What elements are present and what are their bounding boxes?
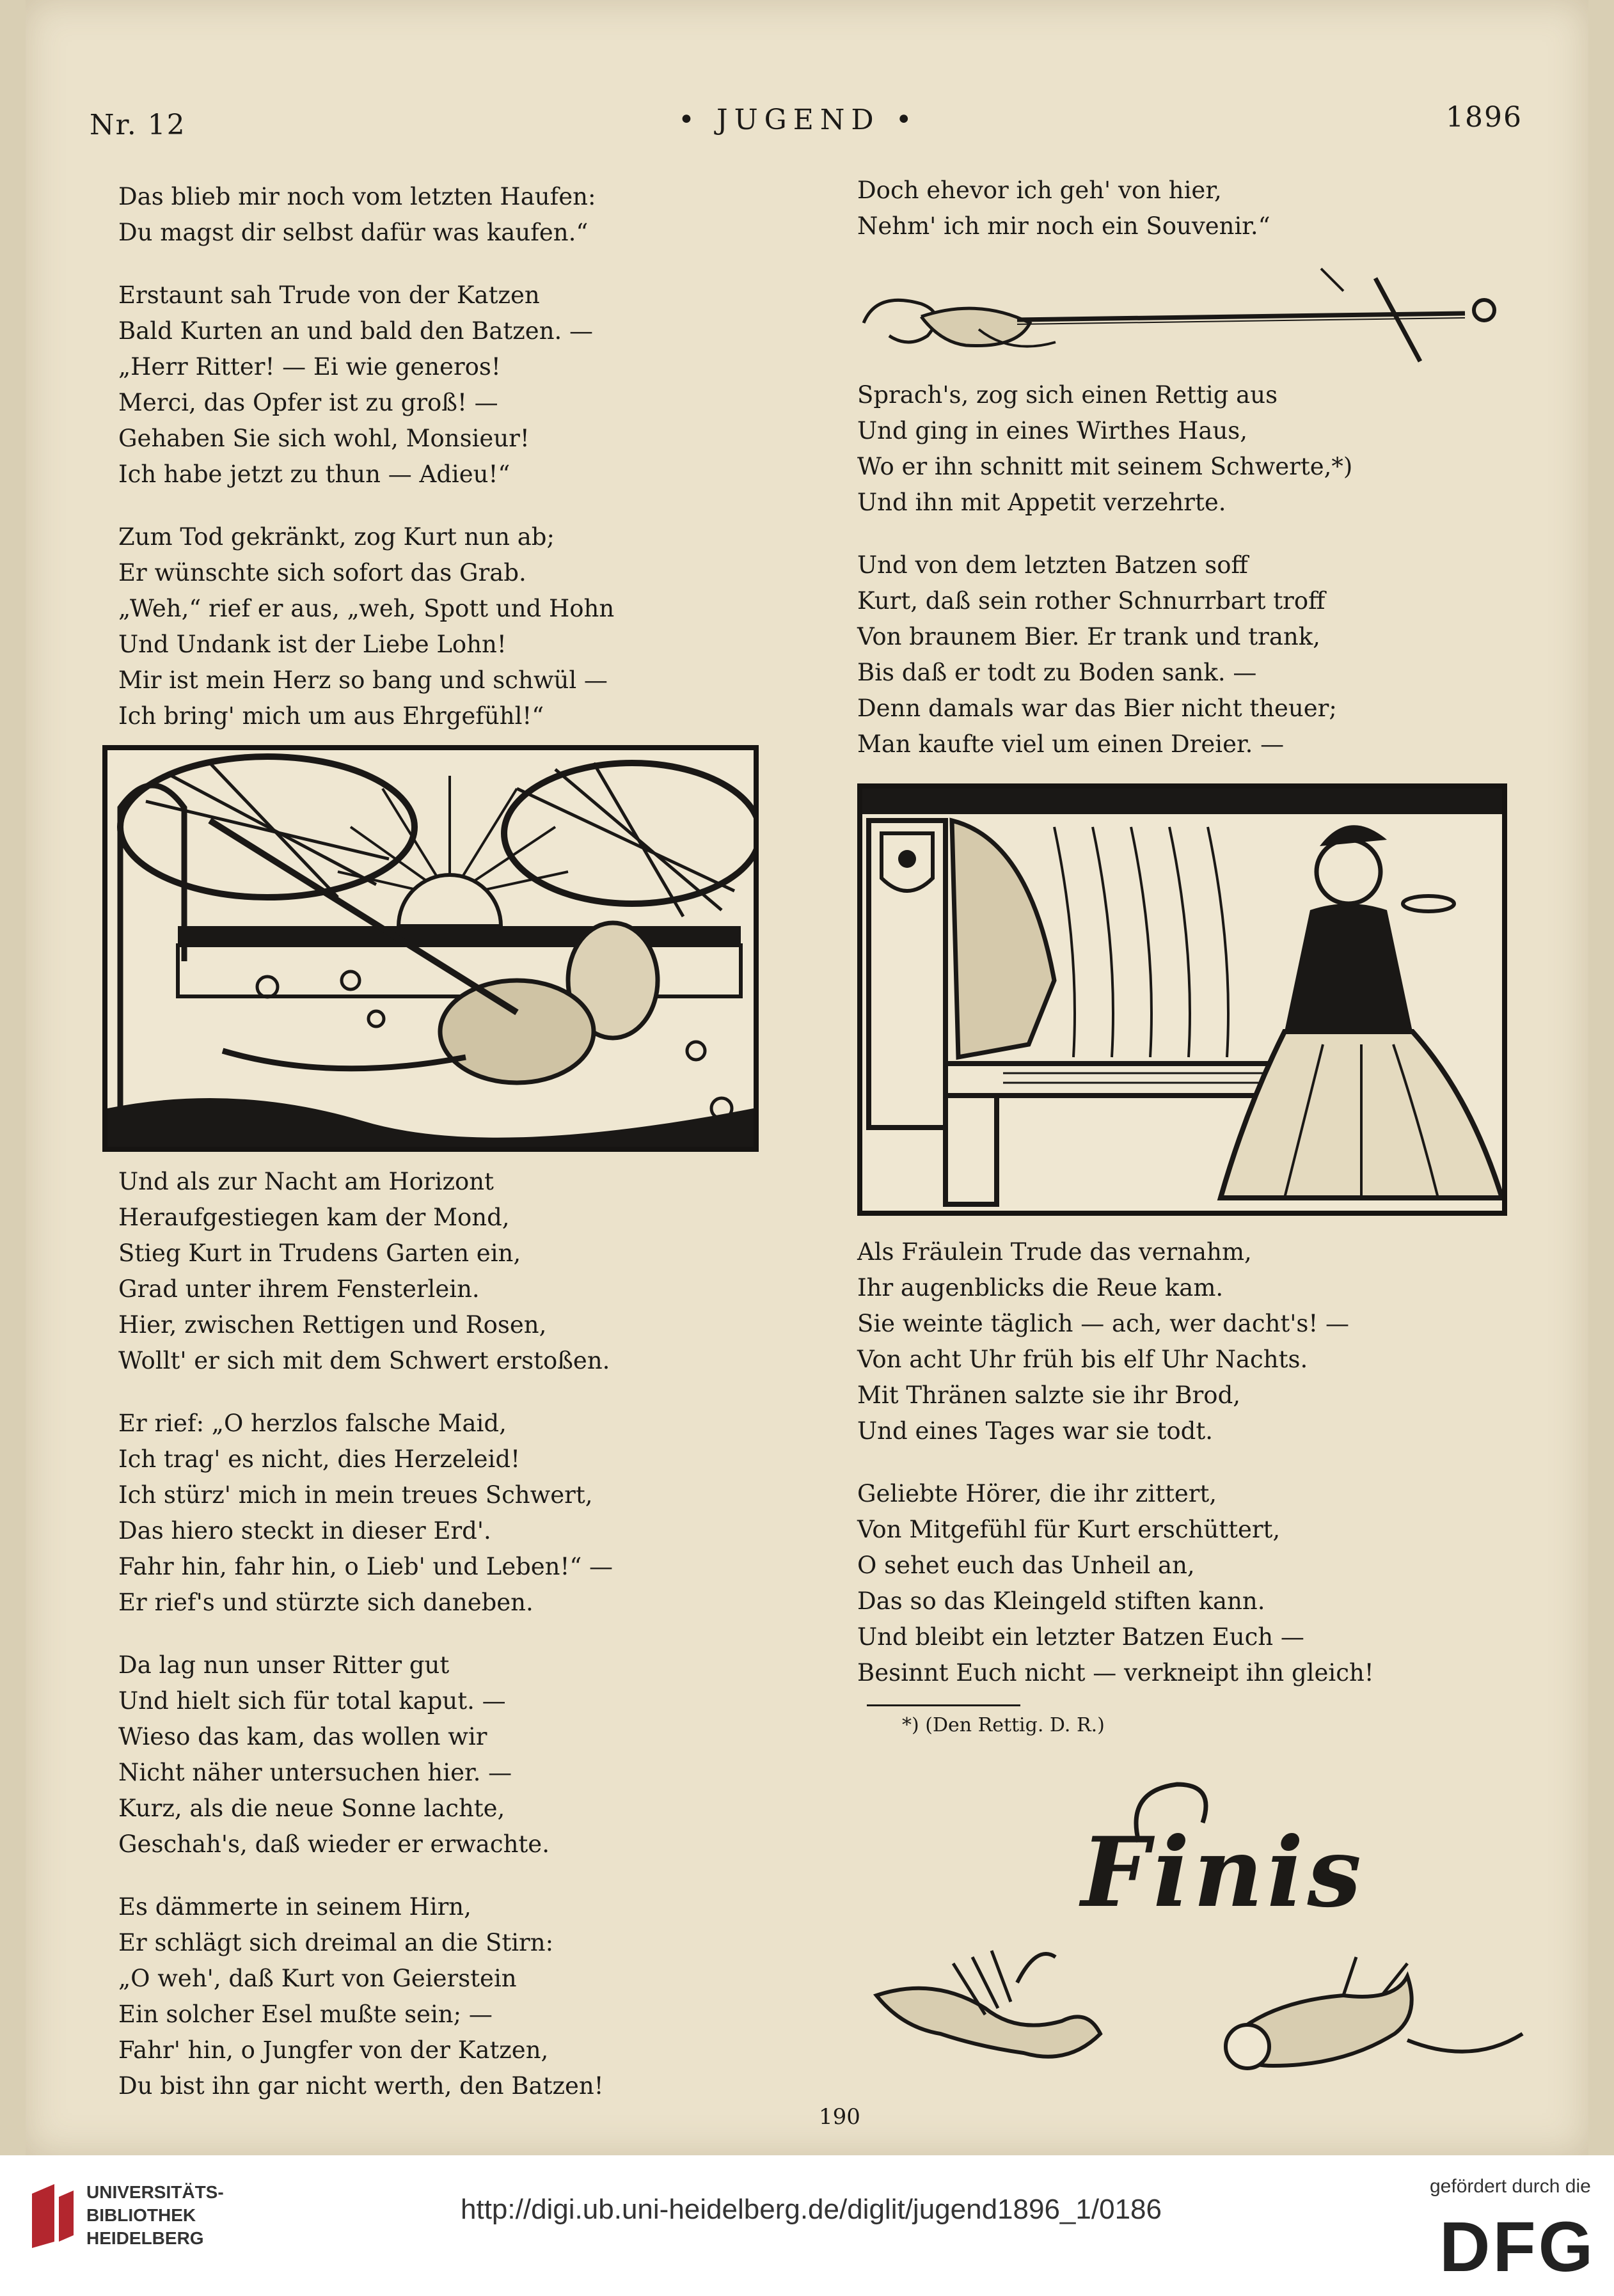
sword-radish-vignette <box>851 253 1510 387</box>
verse-line: Kurz, als die neue Sonne lachte, <box>118 1795 505 1822</box>
verse-line: Er rief's und stürzte sich daneben. <box>118 1589 534 1616</box>
verse-line: Und als zur Nacht am Horizont <box>118 1168 494 1195</box>
verse-line: Er wünschte sich sofort das Grab. <box>118 559 526 586</box>
verse-line: Von Mitgefühl für Kurt erschüttert, <box>857 1516 1281 1543</box>
dfg-logo: DFG <box>1439 2208 1596 2286</box>
verse-line: Und eines Tages war sie todt. <box>857 1417 1213 1445</box>
left-column-top <box>118 179 758 761</box>
year: 1896 <box>1446 101 1523 134</box>
verse-line: Und hielt sich für total kaput. — <box>118 1687 506 1715</box>
magazine-title: • JUGEND • <box>678 104 919 136</box>
verse-line: Ihr augenblicks die Reue kam. <box>857 1274 1224 1301</box>
verse-line: Als Fräulein Trude das vernahm, <box>857 1238 1252 1266</box>
weeping-lady-illustration <box>862 789 1502 1211</box>
verse-line: Zum Tod gekränkt, zog Kurt nun ab; <box>118 523 555 551</box>
verse-line: Mir ist mein Herz so bang und schwül — <box>118 666 608 694</box>
right-column-bottom <box>857 1234 1523 1718</box>
stanza <box>118 1889 758 2104</box>
verse-line: O sehet euch das Unheil an, <box>857 1552 1195 1579</box>
verse-line: Kurt, daß sein rother Schnurrbart troff <box>857 587 1325 615</box>
verse-line: Es dämmerte in seinem Hirn, <box>118 1893 471 1921</box>
verse-line: Geschah's, daß wieder er erwachte. <box>118 1830 550 1858</box>
verse-line: Erstaunt sah Trude von der Katzen <box>118 281 540 309</box>
verse-line: Das hiero steckt in dieser Erd'. <box>118 1517 491 1545</box>
stanza <box>118 179 758 251</box>
verse-line: Ich stürz' mich in mein treues Schwert, <box>118 1481 593 1509</box>
verse-line: Und ihn mit Appetit verzehrte. <box>857 489 1226 516</box>
verse-line: Fahr hin, fahr hin, o Lieb' und Leben!“ — <box>118 1553 613 1580</box>
source-url-link[interactable]: http://digi.ub.uni-heidelberg.de/diglit/jugend1896_1/0186 <box>461 2194 1162 2225</box>
verse-line: Bald Kurten an und bald den Batzen. — <box>118 317 594 345</box>
verse-line: Er rief: „O herzlos falsche Maid, <box>118 1410 507 1437</box>
left-column-bottom <box>118 1164 758 2131</box>
verse-line: Ein solcher Esel mußte sein; — <box>118 2001 493 2028</box>
stanza <box>857 1476 1523 1691</box>
digitization-footer <box>0 2155 1614 2296</box>
library-name-line: HEIDELBERG <box>86 2228 204 2248</box>
verse-line: Du magst dir selbst dafür was kaufen.“ <box>118 219 589 246</box>
verse-line: Man kaufte viel um einen Dreier. — <box>857 730 1285 758</box>
verse-line: Ich habe jetzt zu thun — Adieu!“ <box>118 460 510 488</box>
verse-line: Sie weinte täglich — ach, wer dacht's! — <box>857 1310 1350 1337</box>
verse-line: Hier, zwischen Rettigen und Rosen, <box>118 1311 547 1339</box>
footnote-rule <box>867 1704 1020 1706</box>
verse-line: Stieg Kurt in Trudens Garten ein, <box>118 1239 521 1267</box>
library-name-line: BIBLIOTHEK <box>86 2205 196 2225</box>
verse-line: „Herr Ritter! — Ei wie generos! <box>118 353 501 381</box>
stanza <box>857 377 1523 521</box>
verse-line: Ich bring' mich um aus Ehrgefühl!“ <box>118 702 544 730</box>
verse-line: Und bleibt ein letzter Batzen Euch — <box>857 1623 1304 1651</box>
verse-line: Besinnt Euch nicht — verkneipt ihn gleich! <box>857 1659 1374 1687</box>
knight-sunrise-woodcut <box>102 745 759 1152</box>
stanza <box>857 173 1497 244</box>
verse-line: Wieso das kam, das wollen wir <box>118 1723 487 1750</box>
verse-line: Gehaben Sie sich wohl, Monsieur! <box>118 425 530 452</box>
stanza <box>857 547 1523 762</box>
funder-label: gefördert durch die <box>1430 2176 1591 2197</box>
library-name <box>86 2181 224 2250</box>
finis-heading: Finis <box>1081 1816 1365 1929</box>
verse-line: Du bist ihn gar nicht werth, den Batzen! <box>118 2072 604 2100</box>
verse-line: Fahr' hin, o Jungfer von der Katzen, <box>118 2036 549 2064</box>
library-name-line: UNIVERSITÄTS- <box>86 2182 224 2202</box>
issue-number: Nr. 12 <box>90 109 186 141</box>
verse-line: Von braunem Bier. Er trank und trank, <box>857 623 1320 650</box>
verse-line: Das blieb mir noch vom letzten Haufen: <box>118 183 596 210</box>
verse-line: „O weh', daß Kurt von Geierstein <box>118 1965 517 1992</box>
verse-line: Sprach's, zog sich einen Rettig aus <box>857 381 1278 409</box>
verse-line: Wo er ihn schnitt mit seinem Schwerte,*) <box>857 453 1353 480</box>
verse-line: Heraufgestiegen kam der Mond, <box>118 1204 510 1231</box>
verse-line: Mit Thränen salzte sie ihr Brod, <box>857 1381 1241 1409</box>
verse-line: Da lag nun unser Ritter gut <box>118 1651 450 1679</box>
verse-line: Er schlägt sich dreimal an die Stirn: <box>118 1929 554 1956</box>
knight-sunrise-illustration <box>107 750 754 1147</box>
verse-line: Und Undank ist der Liebe Lohn! <box>118 631 507 658</box>
verse-line: Das so das Kleingeld stiften kann. <box>857 1587 1265 1615</box>
scanned-page <box>26 0 1588 2155</box>
verse-line: Wollt' er sich mit dem Schwert erstoßen. <box>118 1347 610 1374</box>
stanza <box>118 278 758 492</box>
verse-line: Doch ehevor ich geh' von hier, <box>857 177 1222 204</box>
stanza <box>118 1647 758 1862</box>
verse-line: Ich trag' es nicht, dies Herzeleid! <box>118 1445 520 1473</box>
verse-line: Nicht näher untersuchen hier. — <box>118 1759 512 1786</box>
stanza <box>118 1406 758 1621</box>
verse-line: Denn damals war das Bier nicht theuer; <box>857 695 1337 722</box>
verse-line: Nehm' ich mir noch ein Souvenir.“ <box>857 212 1270 240</box>
verse-line: Bis daß er todt zu Boden sank. — <box>857 659 1257 686</box>
weeping-lady-woodcut <box>857 783 1507 1216</box>
stanza <box>118 519 758 734</box>
finis-vignette <box>857 1765 1529 2098</box>
verse-line: Und ging in eines Wirthes Haus, <box>857 417 1248 444</box>
verse-line: „Weh,“ rief er aus, „weh, Spott und Hohn <box>118 595 615 622</box>
verse-line: Von acht Uhr früh bis elf Uhr Nachts. <box>857 1346 1308 1373</box>
library-logo-icon <box>26 2181 77 2251</box>
footnote: *) (Den Rettig. D. R.) <box>902 1714 1105 1736</box>
right-column-middle <box>857 377 1523 789</box>
page-number: 190 <box>819 2104 860 2130</box>
stanza <box>857 1234 1523 1449</box>
verse-line: Merci, das Opfer ist zu groß! — <box>118 389 498 416</box>
verse-line: Und von dem letzten Batzen soff <box>857 551 1248 579</box>
verse-line: Geliebte Hörer, die ihr zittert, <box>857 1480 1217 1507</box>
stanza <box>118 1164 758 1379</box>
verse-line: Grad unter ihrem Fensterlein. <box>118 1275 480 1303</box>
